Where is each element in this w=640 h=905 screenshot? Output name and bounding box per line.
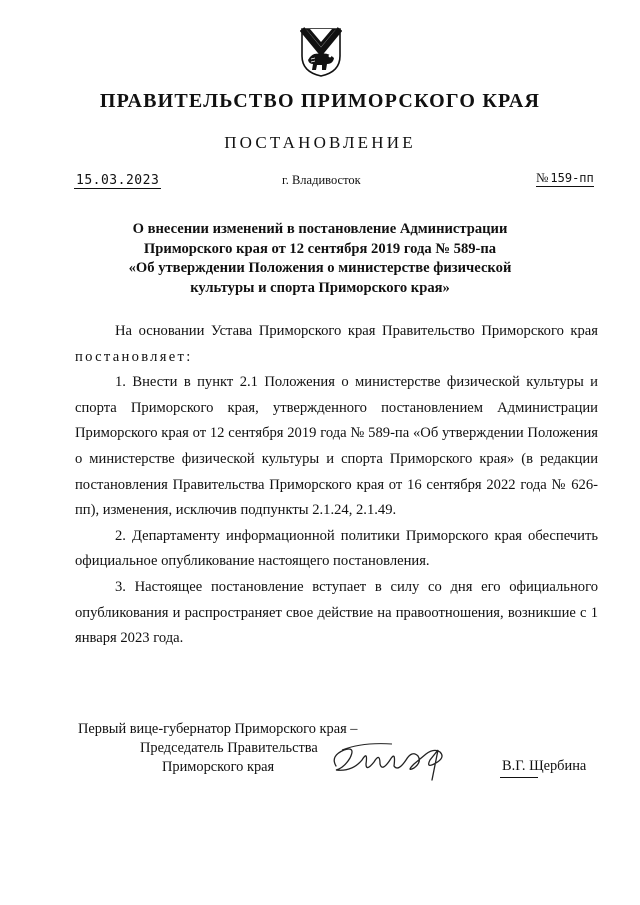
document-city: г. Владивосток xyxy=(282,173,361,187)
title-line: «Об утверждении Положения о министерстве физической xyxy=(128,260,512,276)
signature-block xyxy=(78,720,608,790)
signer-position-line-3: Приморского края xyxy=(162,759,275,775)
number-value: 159-пп xyxy=(550,171,594,185)
signer-position-line-1: Первый вице-губернатор Приморского края – xyxy=(78,721,358,737)
document-body xyxy=(75,319,598,652)
item-paragraph-2: 2. Департаменту информационной политики Приморского края обеспечить официальное опубликование настоящего постановления. xyxy=(75,527,598,570)
number-sign: № xyxy=(536,170,549,185)
preamble-colon: : xyxy=(186,348,191,365)
preamble-resolves: постановляет xyxy=(75,348,187,365)
primorsky-coat-of-arms-icon xyxy=(300,26,342,78)
document-title xyxy=(80,220,560,298)
title-line: Приморского края от 12 сентября 2019 года № 589-па xyxy=(143,240,497,257)
signer-name: В.Г. Щербина xyxy=(502,758,587,774)
document-type: ПОСТАНОВЛЕНИЕ xyxy=(224,133,416,152)
signer-position-line-2: Председатель Правительства xyxy=(140,740,318,756)
document-date: 15.03.2023 xyxy=(76,173,160,188)
handwritten-signature xyxy=(322,728,472,788)
title-line: О внесении изменений в постановление Администрации xyxy=(132,221,508,237)
title-line: культуры и спорта Приморского края» xyxy=(190,279,450,296)
preamble-text: На основании Устава Приморского края Правительство Приморского края xyxy=(115,323,598,339)
item-paragraph-3: 3. Настоящее постановление вступает в силу со дня его официального опубликования и распространяет свое действие на правоотношения, возникшие с 1 января 2023 года. xyxy=(75,578,598,647)
preamble-paragraph xyxy=(75,319,598,370)
organization-name: ПРАВИТЕЛЬСТВО ПРИМОРСКОГО КРАЯ xyxy=(99,90,541,112)
signature-underline xyxy=(500,777,538,778)
document-number xyxy=(536,170,594,187)
item-paragraph-1: 1. Внести в пункт 2.1 Положения о министерстве физической культуры и спорта Приморского края, утвержденного постановлением Администрации Приморского края от 12 сентября 2019 года № 589-па «Об утверждении Положения о министерстве физической культуры и спорта Приморского края» (в редакции постановления Правительства Приморского края от 16 сентября 2022 года № 626-пп), изменения, исключив подпункты 2.1.24, 2.1.49. xyxy=(75,374,598,519)
